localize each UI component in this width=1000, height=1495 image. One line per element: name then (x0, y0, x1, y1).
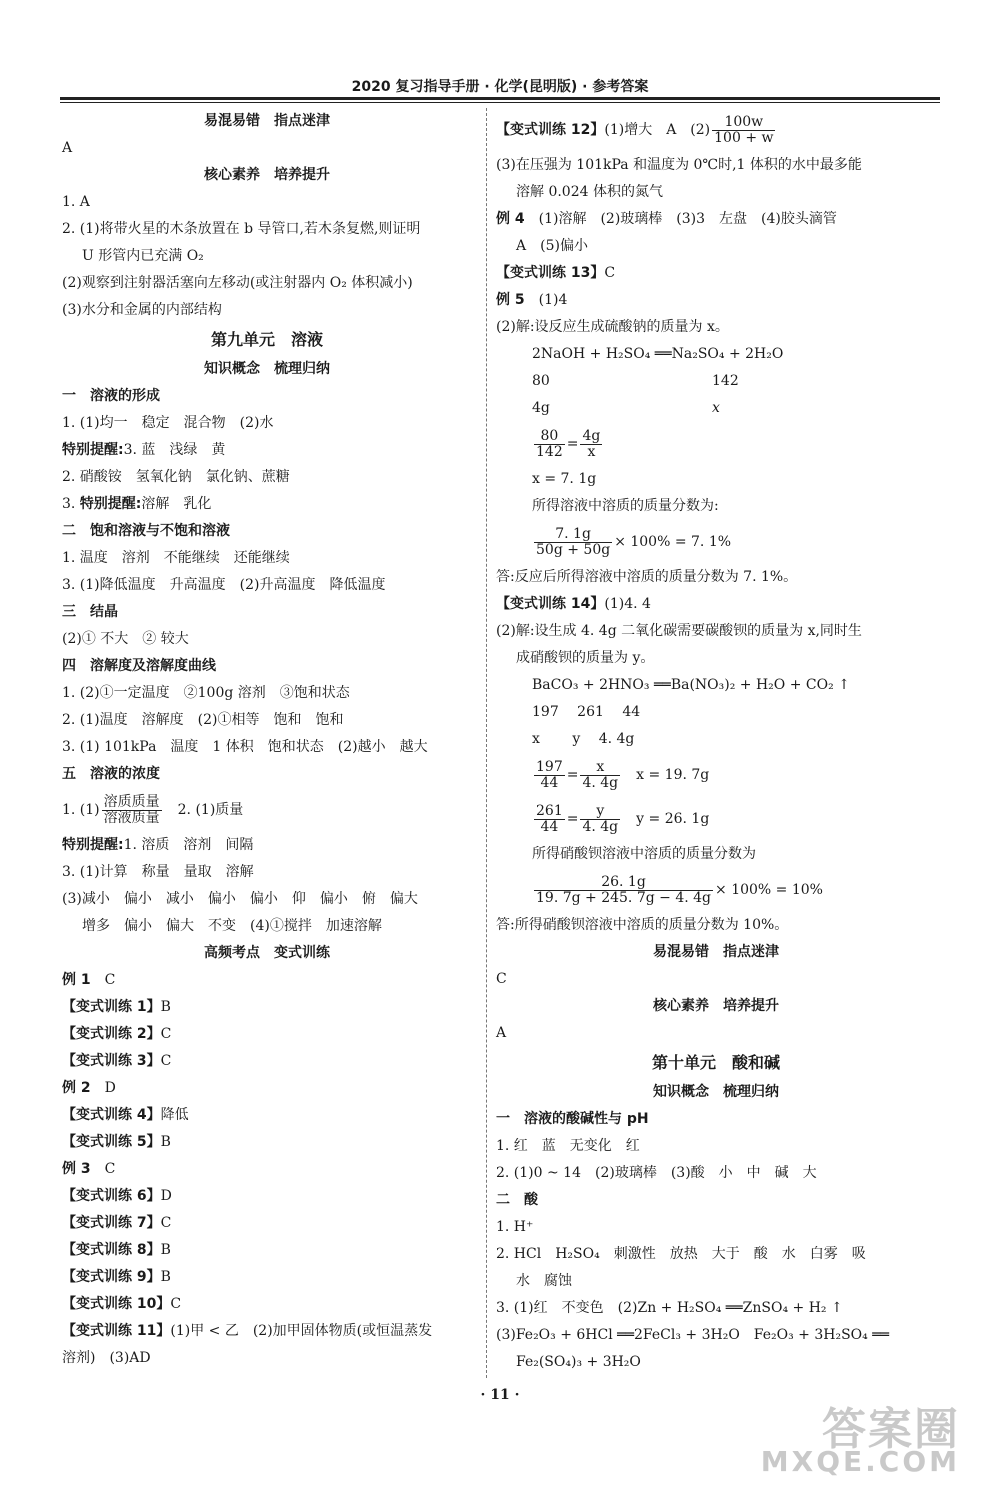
page-header: 2020 复习指导手册 · 化学(昆明版) · 参考答案 (351, 79, 649, 95)
answer-line (62, 491, 472, 518)
page-number: · 11 · (480, 1387, 520, 1403)
fraction (102, 795, 162, 826)
answer-line: 3. (1)红 不变色 (2)Zn + H₂SO₄ ══ZnSO₄ + H₂ ↑ (496, 1300, 843, 1316)
fraction-denominator: 44 (540, 818, 559, 835)
exercise-label: 【变式训练 11】 (62, 1323, 171, 1339)
left-column (62, 108, 472, 1372)
exercise-row (62, 967, 472, 994)
ratio-line (496, 797, 936, 841)
answer-line: 所得溶液中溶质的质量分数为: (532, 498, 719, 514)
exercise-label: 例 1 (62, 972, 91, 988)
exercise-label: 例 2 (62, 1080, 91, 1096)
fraction-numerator: 4g (582, 427, 601, 444)
fraction (580, 429, 602, 460)
equals-sign: = (566, 811, 579, 827)
fraction (534, 429, 565, 460)
mass-row (496, 368, 936, 395)
answer-line: 1. 红 蓝 无变化 红 (496, 1138, 640, 1154)
exercise-answer: B (160, 1134, 171, 1150)
section-heading: 核心素养 培养提升 (653, 998, 779, 1014)
fraction (580, 760, 620, 791)
section-heading: 高频考点 变式训练 (204, 945, 330, 961)
tip-text: 1. 溶质 溶剂 间隔 (123, 837, 254, 853)
answer-line: 3. (1)降低温度 升高温度 (2)升高温度 降低温度 (62, 577, 386, 593)
exercise-row (62, 1102, 472, 1129)
answer-line: A (496, 1025, 507, 1041)
line-suffix: × 100% = 10% (715, 882, 823, 898)
answer-line: (3)减小 偏小 减小 偏小 偏小 仰 偏小 俯 偏大 (62, 891, 418, 907)
exercise-answer: C (604, 265, 616, 281)
mass-row: 197 261 44 (532, 704, 641, 720)
equals-sign: = (566, 767, 579, 783)
answer-line: 1. A (62, 194, 90, 210)
exercise-answer: C (160, 1026, 172, 1042)
exercise-label: 【变式训练 3】 (62, 1053, 161, 1069)
answer-line: 溶剂) (3)AD (62, 1350, 151, 1366)
answer-line (62, 788, 472, 832)
section-heading: 易混易错 指点迷津 (204, 113, 330, 129)
answer-line: (3)在压强为 101kPa 和温度为 0℃时,1 体积的水中最多能 (496, 157, 862, 173)
section-heading: 易混易错 指点迷津 (653, 944, 779, 960)
example-label: 例 5 (496, 292, 525, 308)
answer-line: 3. (1)计算 称量 量取 溶解 (62, 864, 254, 880)
answer-line (62, 832, 472, 859)
exercise-row (62, 1129, 472, 1156)
subsection-title: 二 饱和溶液与不饱和溶液 (62, 523, 230, 539)
answer-line (496, 206, 936, 233)
tip-label: 特别提醒: (62, 837, 124, 853)
chemical-equation: 2NaOH + H₂SO₄ ══Na₂SO₄ + 2H₂O (532, 346, 784, 362)
answer-line: 成硝酸钡的质量为 y。 (516, 650, 655, 666)
ratio-result: x = 19. 7g (636, 767, 710, 783)
exercise-label: 例 3 (62, 1161, 91, 1177)
answer-line: 2. (1)0 ~ 14 (2)玻璃棒 (3)酸 小 中 碱 大 (496, 1165, 817, 1181)
fraction-denominator: 44 (540, 774, 559, 791)
ratio-line (496, 422, 936, 466)
answer-line: Fe₂(SO₄)₃ + 3H₂O (516, 1354, 641, 1370)
fraction-numerator: 7. 1g (534, 527, 612, 543)
answer-line: 水 腐蚀 (516, 1273, 572, 1289)
ratio-result: y = 26. 1g (636, 811, 710, 827)
answer-line: (2)解:设生成 4. 4g 二氧化碳需要碳酸钡的质量为 x,同时生 (496, 623, 862, 639)
answer-line (496, 108, 936, 152)
answer-line: 答:反应后所得溶液中溶质的质量分数为 7. 1%。 (496, 569, 798, 585)
fraction (534, 875, 713, 906)
exercise-row (62, 1075, 472, 1102)
line-prefix: 3. (62, 496, 80, 512)
line-suffix: 2. (1)质量 (163, 802, 244, 818)
mass-row (496, 395, 936, 422)
answer-line: 2. (1)将带火星的木条放置在 b 导管口,若木条复燃,则证明 (62, 221, 421, 237)
answer-line: 1. 温度 溶剂 不能继续 还能继续 (62, 550, 290, 566)
answer-line: C (496, 971, 507, 987)
exercise-label: 【变式训练 10】 (62, 1296, 171, 1312)
fraction-denominator: 溶液质量 (103, 809, 160, 826)
exercise-row (62, 1264, 472, 1291)
tip-label: 特别提醒: (79, 496, 142, 512)
exercise-answer: 降低 (160, 1107, 189, 1123)
answer-line (62, 1318, 472, 1345)
answer-line: 2. 硝酸铵 氢氧化钠 氯化钠、蔗糖 (62, 469, 290, 485)
answer-line: 增多 偏小 偏大 不变 (4)①搅拌 加速溶解 (82, 918, 382, 934)
exercise-row (62, 1156, 472, 1183)
exercise-list (62, 967, 472, 1318)
line-suffix: × 100% = 7. 1% (614, 534, 732, 550)
watermark-logo (760, 1393, 970, 1483)
fraction-denominator: 4. 4g (582, 818, 619, 835)
exercise-answer: B (160, 999, 171, 1015)
answer-line: (3)Fe₂O₃ + 6HCl ══2FeCl₃ + 3H₂O Fe₂O₃ + 3H₂SO₄ ══ (496, 1327, 890, 1343)
fraction (534, 760, 565, 791)
subsection-title: 四 溶解度及溶解度曲线 (62, 658, 216, 674)
answer-line (496, 868, 936, 912)
answer-line (62, 437, 472, 464)
answer-line (496, 520, 936, 564)
example-answer: (1)4 (524, 292, 568, 308)
fraction (534, 527, 612, 558)
chemical-equation: BaCO₃ + 2HNO₃ ══Ba(NO₃)₂ + H₂O + CO₂ ↑ (532, 677, 850, 693)
molar-mass: 142 (712, 373, 739, 389)
unit-title: 第九单元 溶液 (210, 330, 323, 349)
subsection-title: 一 溶液的酸碱性与 pH (496, 1111, 649, 1127)
answer-line: 1. H⁺ (496, 1219, 534, 1235)
answer-line (496, 591, 936, 618)
answer-line: 所得硝酸钡溶液中溶质的质量分数为 (532, 846, 756, 862)
fraction-denominator: x (587, 443, 596, 460)
exercise-answer: C (90, 1161, 116, 1177)
fraction-denominator: 100 + w (714, 129, 774, 146)
fraction-denominator: 19. 7g + 245. 7g − 4. 4g (536, 889, 712, 906)
fraction-numerator: 80 (534, 429, 565, 445)
subsection-title: 二 酸 (496, 1192, 538, 1208)
subsection-title: 五 溶液的浓度 (62, 766, 160, 782)
watermark-text: 答案圈 (822, 1404, 960, 1455)
example-label: 例 4 (496, 211, 525, 227)
equals-sign: = (566, 436, 579, 452)
exercise-answer: C (90, 972, 116, 988)
answer-line: (2)解:设反应生成硫酸钠的质量为 x。 (496, 319, 729, 335)
section-heading: 知识概念 梳理归纳 (204, 361, 330, 377)
column-divider (486, 108, 487, 1378)
exercise-row (62, 1021, 472, 1048)
answer-line (496, 260, 936, 287)
answer-line: A (62, 140, 73, 156)
exercise-label: 【变式训练 8】 (62, 1242, 161, 1258)
answer-line: (2)观察到注射器活塞向左移动(或注射器内 O₂ 体积减小) (62, 275, 413, 291)
unit-title: 第十单元 酸和碱 (651, 1053, 780, 1072)
fraction-numerator: 261 (536, 802, 563, 819)
exercise-label: 【变式训练 9】 (62, 1269, 161, 1285)
ratio-line (496, 753, 936, 797)
answer-line: x = 7. 1g (532, 471, 597, 487)
watermark-url: MXQE.COM (760, 1445, 960, 1478)
example-answer: (1)溶解 (2)玻璃棒 (3)3 左盘 (4)胶头滴管 (524, 211, 837, 227)
answer-line: 答:所得硝酸钡溶液中溶质的质量分数为 10%。 (496, 917, 789, 933)
line-prefix: 1. (1) (62, 802, 100, 818)
fraction-denominator: 4. 4g (582, 774, 619, 791)
answer-line: U 形管内已充满 O₂ (82, 248, 204, 264)
exercise-label: 【变式训练 12】 (496, 122, 605, 138)
exercise-label: 【变式训练 1】 (62, 999, 161, 1015)
exercise-row (62, 1237, 472, 1264)
exercise-label: 【变式训练 2】 (62, 1026, 161, 1042)
exercise-row (62, 1291, 472, 1318)
fraction-denominator: 142 (536, 443, 563, 460)
fraction (534, 804, 565, 835)
exercise-row (62, 1183, 472, 1210)
answer-line: 1. (2)①一定温度 ②100g 溶剂 ③饱和状态 (62, 685, 350, 701)
exercise-answer: D (90, 1080, 116, 1096)
fraction (712, 115, 775, 146)
fraction-numerator: 26. 1g (534, 875, 713, 891)
fraction-numerator: 197 (536, 758, 563, 775)
exercise-label: 【变式训练 4】 (62, 1107, 161, 1123)
exercise-answer: D (160, 1188, 172, 1204)
molar-mass: 80 (532, 373, 550, 389)
right-column (496, 108, 936, 1376)
answer-line (496, 287, 936, 314)
answer-line: 溶解 0.024 体积的氮气 (516, 184, 663, 200)
exercise-answer: (1)增大 A (2) (604, 122, 711, 138)
answer-line: 2. HCl H₂SO₄ 刺激性 放热 大于 酸 水 白雾 吸 (496, 1246, 866, 1262)
tip-text: 3. 蓝 浅绿 黄 (123, 442, 226, 458)
subsection-title: 三 结晶 (62, 604, 118, 620)
answer-line: 3. (1) 101kPa 温度 1 体积 饱和状态 (2)越小 越大 (62, 739, 428, 755)
answer-line: A (5)偏小 (516, 238, 588, 254)
fraction (580, 804, 620, 835)
fraction-numerator: y (580, 804, 620, 820)
exercise-answer: C (160, 1053, 172, 1069)
exercise-label: 【变式训练 13】 (496, 265, 605, 281)
exercise-label: 【变式训练 5】 (62, 1134, 161, 1150)
exercise-answer: (1)4. 4 (604, 596, 651, 612)
fraction-numerator: x (580, 760, 620, 776)
tip-label: 特别提醒: (62, 442, 124, 458)
mass-row: x y 4. 4g (532, 731, 635, 747)
exercise-answer: B (160, 1269, 171, 1285)
exercise-answer: C (170, 1296, 182, 1312)
fraction-numerator: 溶质质量 (103, 793, 160, 810)
fraction-numerator: 100w (712, 115, 775, 131)
given-mass: 4g (532, 400, 550, 416)
section-heading: 知识概念 梳理归纳 (653, 1084, 779, 1100)
tip-text: 溶解 乳化 (141, 496, 212, 512)
answer-line: 1. (1)均一 稳定 混合物 (2)水 (62, 415, 274, 431)
fraction-denominator: 50g + 50g (536, 541, 611, 558)
exercise-answer: C (160, 1215, 172, 1231)
answer-line: (2)① 不大 ② 较大 (62, 631, 189, 647)
header-rule-thin (60, 102, 940, 103)
exercise-label: 【变式训练 7】 (62, 1215, 161, 1231)
exercise-answer: B (160, 1242, 171, 1258)
exercise-row (62, 1048, 472, 1075)
exercise-row (62, 994, 472, 1021)
answer-line: 2. (1)温度 溶解度 (2)①相等 饱和 饱和 (62, 712, 344, 728)
exercise-row (62, 1210, 472, 1237)
exercise-label: 【变式训练 14】 (496, 596, 605, 612)
subsection-title: 一 溶液的形成 (62, 388, 160, 404)
section-heading: 核心素养 培养提升 (204, 167, 330, 183)
unknown-mass: x (712, 400, 720, 416)
answer-line: (3)水分和金属的内部结构 (62, 302, 222, 318)
exercise-label: 【变式训练 6】 (62, 1188, 161, 1204)
exercise-answer: (1)甲 < 乙 (2)加甲固体物质(或恒温蒸发 (170, 1323, 433, 1339)
header-rule-thick (60, 97, 940, 100)
